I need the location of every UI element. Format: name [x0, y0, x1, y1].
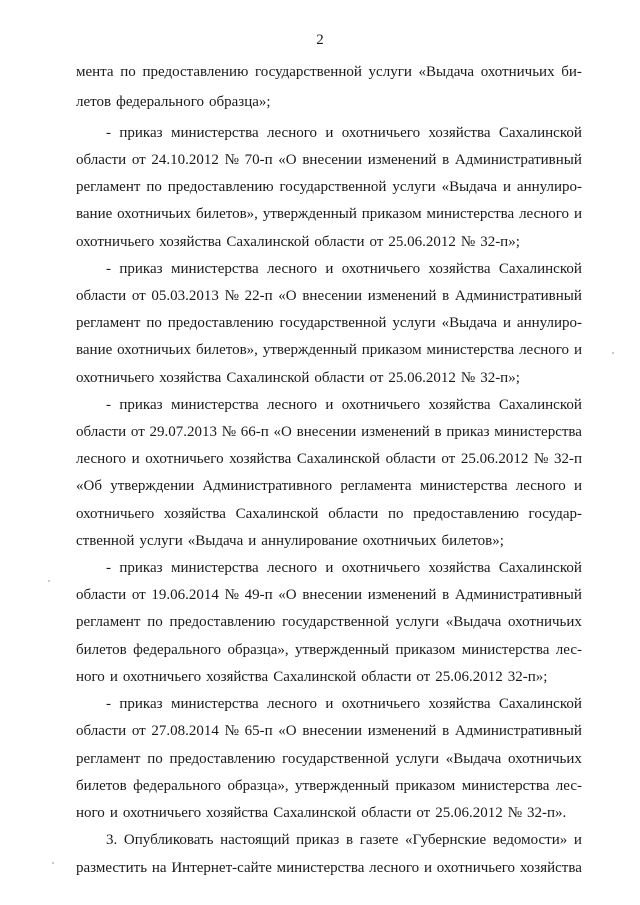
text-line: летов федерального образца»; [76, 94, 271, 110]
text-line: области от 27.08.2014 № 65-п «О внесении изменений в Административный [76, 723, 582, 739]
text-line: - приказ министерства лесного и охотничьего хозяйства Сахалинской [106, 261, 582, 277]
text-line: регламент по предоставлению государственной услуги «Выдача и аннулиро- [76, 179, 582, 195]
scan-speck [52, 862, 54, 864]
text-line: ного и охотничьего хозяйства Сахалинской области от 25.06.2012 № 32-п». [76, 805, 567, 821]
text-line: билетов федерального образца», утвержденный приказом министерства лес- [76, 778, 582, 794]
text-line: «Об утверждении Административного регламента министерства лесного и [76, 478, 582, 494]
text-line: - приказ министерства лесного и охотничьего хозяйства Сахалинской [106, 696, 582, 712]
text-line: лесного и охотничьего хозяйства Сахалинской области от 25.06.2012 № 32-п [76, 451, 582, 467]
text-line: - приказ министерства лесного и охотничьего хозяйства Сахалинской [106, 560, 582, 576]
text-line: регламент по предоставлению государственной услуги «Выдача охотничьих [76, 614, 582, 630]
text-line: - приказ министерства лесного и охотничьего хозяйства Сахалинской [106, 397, 582, 413]
text-line: области от 05.03.2013 № 22-п «О внесении изменений в Административный [76, 288, 582, 304]
text-line: - приказ министерства лесного и охотничьего хозяйства Сахалинской [106, 125, 582, 141]
text-line: вание охотничьих билетов», утвержденный приказом министерства лесного и [76, 206, 582, 222]
text-line: ственной услуги «Выдача и аннулирование охотничьих билетов»; [76, 533, 504, 549]
page-number: 2 [316, 32, 324, 48]
text-line: регламент по предоставлению государственной услуги «Выдача охотничьих [76, 751, 582, 767]
text-line: области от 29.07.2013 № 66-п «О внесении изменений в приказ министерства [76, 424, 582, 440]
text-line: регламент по предоставлению государственной услуги «Выдача и аннулиро- [76, 315, 582, 331]
text-line: билетов федерального образца», утвержденный приказом министерства лес- [76, 642, 582, 658]
text-line: охотничьего хозяйства Сахалинской области от 25.06.2012 № 32-п»; [76, 370, 520, 386]
text-line: мента по предоставлению государственной услуги «Выдача охотничьих би- [76, 64, 582, 80]
text-line: ного и охотничьего хозяйства Сахалинской области от 25.06.2012 32-п»; [76, 669, 548, 685]
text-line: вание охотничьих билетов», утвержденный приказом министерства лесного и [76, 342, 582, 358]
scan-speck [612, 352, 614, 354]
text-line: охотничьего хозяйства Сахалинской области по предоставлению государ- [76, 506, 582, 522]
text-line: области от 24.10.2012 № 70-п «О внесении изменений в Административный [76, 152, 582, 168]
text-line: 3. Опубликовать настоящий приказ в газете «Губернские ведомости» и [106, 832, 582, 848]
text-line: области от 19.06.2014 № 49-п «О внесении изменений в Административный [76, 587, 582, 603]
text-line: разместить на Интернет-сайте министерства лесного и охотничьего хозяйства [76, 860, 582, 876]
text-line: охотничьего хозяйства Сахалинской области от 25.06.2012 № 32-п»; [76, 234, 520, 250]
scan-speck [48, 580, 50, 582]
